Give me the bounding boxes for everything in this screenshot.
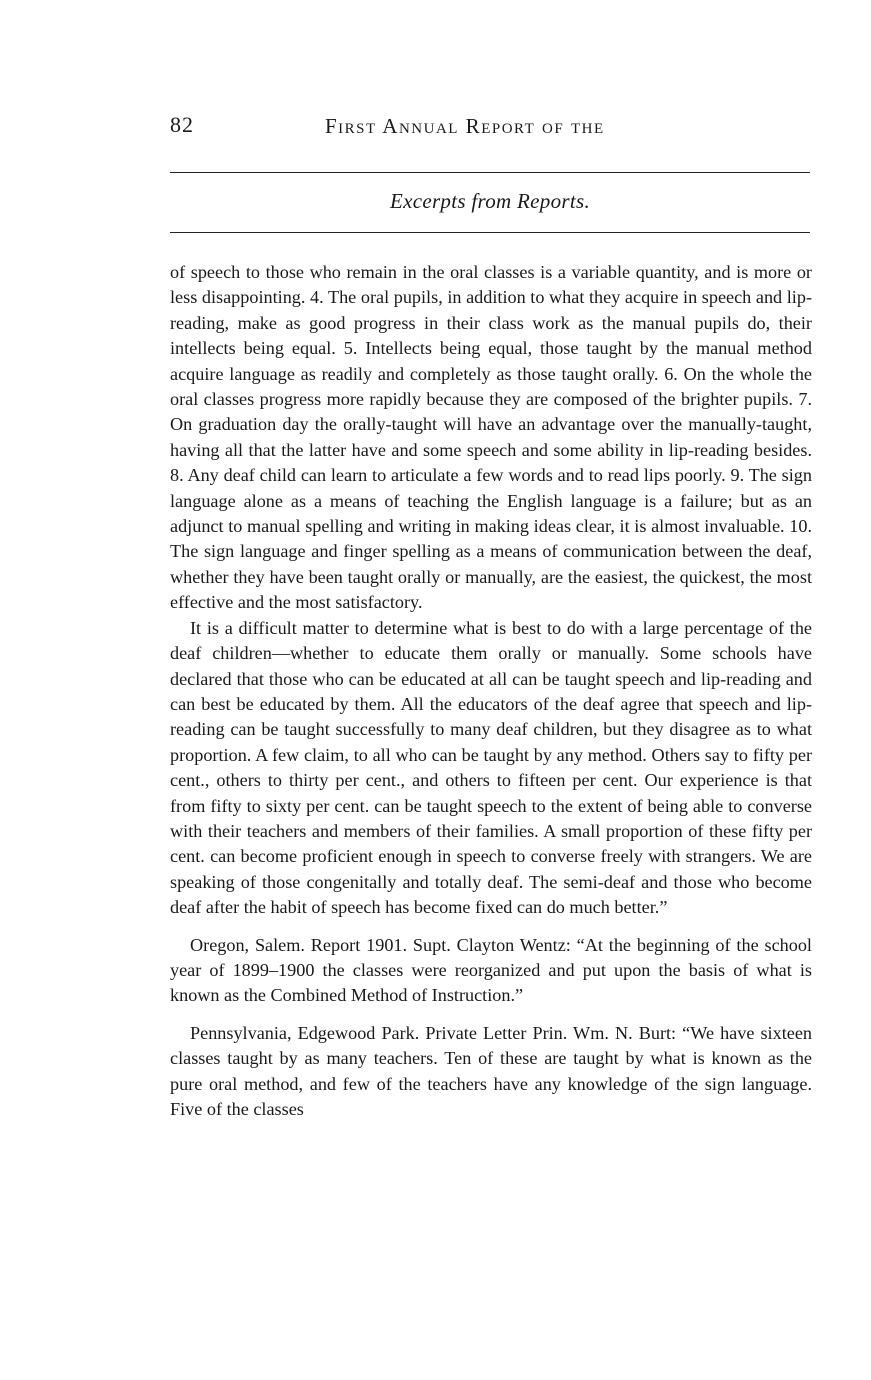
page-number: 82 <box>170 112 194 137</box>
paragraph-pennsylvania: Pennsylvania, Edgewood Park. Private Letter Prin. Wm. N. Burt: “We have sixteen classes taught by as many teachers. Ten of these are taught by what is known as the pure oral method, and few of the teachers have any knowledge of the sign language. Five of the classes <box>170 1022 812 1119</box>
section-heading: Excerpts from Reports. <box>389 189 591 213</box>
paragraph-continued: of speech to those who remain in the oral classes is a variable quantity, and is more or less disappointing. 4. The oral pupils, in addition to what they acquire in speech and lip-reading, make as good progress in their class work as the manual pupils do, their intellects being equal. 5. Intellects being equal, those taught by the manual method acquire language as readily and completely as those taught orally. 6. On the whole the oral classes progress more rapidly because they are composed of the brighter pupils. 7. On graduation day the orally-taught will have an advantage over the manually-taught, having all that the latter have and some speech and some ability in lip-reading besides. 8. Any deaf child can learn to articulate a few words and to read lips poorly. 9. The sign language alone as a means of teaching the English language is a failure; but as an adjunct to manual spelling and writing in making ideas clear, it is almost invaluable. 10. The sign language and finger spelling as a means of communication between the deaf, whether they have been taught orally or manually, are the easiest, the quickest, the most effective and the most satisfactory. <box>170 262 812 613</box>
body-text <box>170 260 812 1122</box>
header-rule-bottom <box>170 232 810 233</box>
paragraph-difficult-matter: It is a difficult matter to determine what is best to do with a large percentage of the deaf children—whether to educate them orally or manually. Some schools have declared that those who can be educated at all can be taught speech and lip-reading and can best be educated by them. All the educators of the deaf agree that speech and lip-reading can be taught successfully to many deaf children, but they disagree as to what proportion. A few claim, to all who can be taught by any method. Others say to fifty per cent., others to thirty per cent., and others to fifteen per cent. Our experience is that from fifty to sixty per cent. can be taught speech to the extent of being able to converse with their teachers and members of their families. A small proportion of these fifty per cent. can become proficient enough in speech to converse freely with strangers. We are speaking of those congenitally and totally deaf. The semi-deaf and those who become deaf after the habit of speech has become fixed can do much better.” <box>170 617 812 918</box>
running-title: First Annual Report of the <box>325 114 605 138</box>
paragraph-oregon: Oregon, Salem. Report 1901. Supt. Clayton Wentz: “At the beginning of the school year of 1899–1900 the classes were reorganized and put upon the basis of what is known as the Combined Method of Instruction.” <box>170 934 812 1006</box>
page-header <box>170 112 810 146</box>
header-rule-top <box>170 172 810 173</box>
